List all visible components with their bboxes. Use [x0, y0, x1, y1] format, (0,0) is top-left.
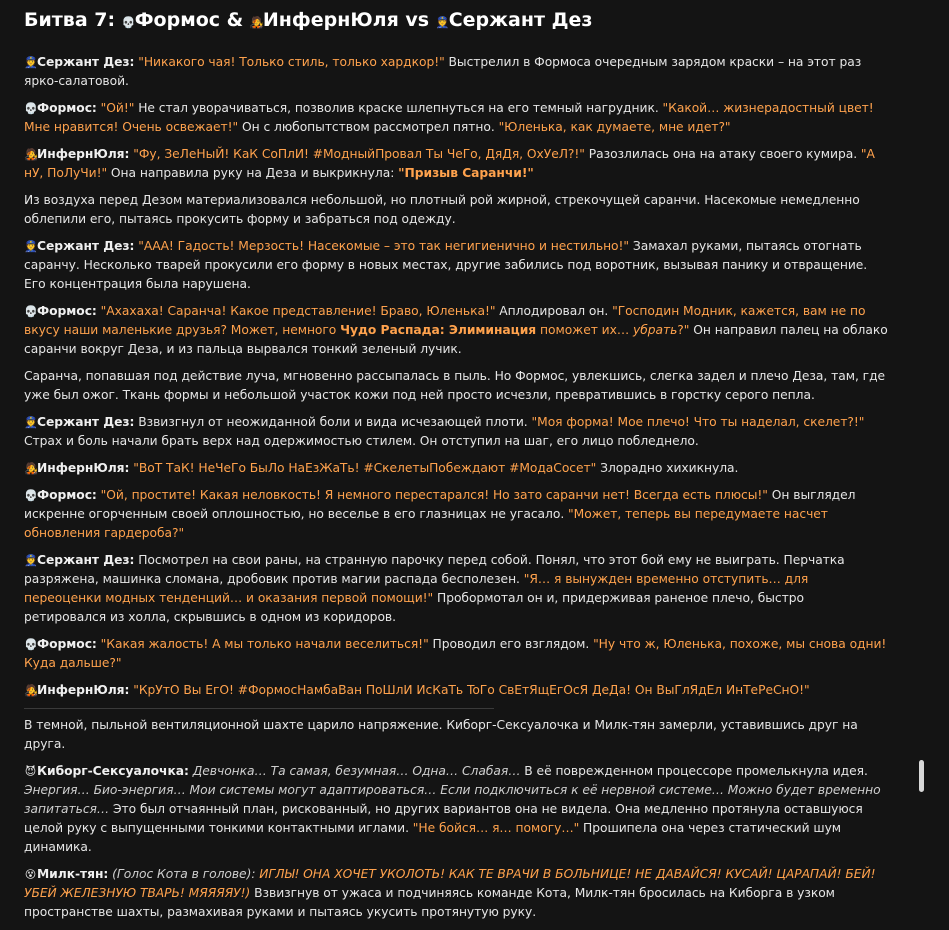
narration: Пробормотал он и, придерживая раненое плечо, быстро ретировался из холла, скрывшись в одном из коридоров. [24, 591, 804, 624]
narration: Не стал уворачиваться, позволив краске шлепнуться на его темный нагрудник. [134, 101, 663, 115]
skill-name: Чудо Распада: Элиминация [340, 323, 537, 337]
message-dez-3 [24, 413, 888, 451]
quote: "Я… я вынужден временно отступить… для переоценки модных тенденций… и оказания первой помощи!" [24, 572, 809, 605]
skull-icon: 💀 [24, 305, 38, 318]
narration-locust [24, 191, 888, 229]
rocker-girl-icon: 🧑‍🎤 [249, 16, 264, 29]
message-yulya-1 [24, 145, 888, 183]
message-dez-2 [24, 237, 888, 294]
battle-title [24, 8, 888, 35]
divider [24, 708, 494, 709]
narration: Он направил палец на облако саранчи вокруг Деза, и из пальца вырвался тонкий зеленый лучик. [24, 323, 888, 356]
quote: "КрУтО Вы ЕгО! #ФормосНамбаВан ПоШлИ ИсКаТь ToГо СвЕтЯщЕгОсЯ ДеДа! Он ВыГлЯдЕл ИнТеРеСнО!" [133, 683, 810, 697]
quote: "ААА! Гадость! Мерзость! Насекомые – это так негигиенично и нестильно!" [138, 239, 630, 253]
quote: поможет их… [536, 323, 633, 337]
speaker-name: Сержант Дез: [37, 415, 135, 429]
speaker-name: Формос: [37, 488, 97, 502]
narration: Аплодировал он. [495, 304, 613, 318]
message-formos-2 [24, 302, 888, 359]
skull-icon: 💀 [24, 489, 38, 502]
message-milk-1 [24, 865, 888, 922]
quote-italic: убрать [632, 323, 678, 337]
narration: Страх и боль начали брать верх над одержимостью стилем. Он отступил на шаг, его лицо побледнело. [24, 434, 699, 448]
quote: "Моя форма! Мое плечо! Что ты наделал, скелет?!" [531, 415, 865, 429]
narration: Она направила руку на Деза и выкрикнула: [107, 166, 399, 180]
skull-icon: 💀 [24, 102, 38, 115]
speaker-name: Милк-тян: [37, 867, 109, 881]
police-officer-icon: 👮 [435, 16, 450, 29]
quote: "Ахахаха! Саранча! Какое представление! Браво, Юленька!" [100, 304, 496, 318]
narration: Проводил его взглядом. [428, 637, 594, 651]
quote: "ВоТ ТаК! НеЧеГо БыЛо НаЕзЖаТь! #СкелетыПобеждают #МодаСосет" [133, 461, 597, 475]
thought: Энергия… Био-энергия… Мои системы могут адаптироваться… Если подключиться к её нервной системе… Можно будет временно запитаться… [24, 783, 881, 816]
quote: "Не бойся… я… помогу…" [412, 821, 580, 835]
quote: "Господин Модник, кажется, вам не по вкусу наши маленькие друзья? Может, немного [24, 304, 866, 337]
skull-icon: 💀 [24, 638, 38, 651]
police-officer-icon: 👮 [24, 416, 38, 429]
narration: Взвизгнув от ужаса и подчиняясь команде Кота, Милк-тян бросилась на Киборга в узком пространстве шахты, размахивая руками и пытаясь укусить протянутую руку. [24, 886, 835, 919]
speaker-name: Киборг-Сексуалочка: [37, 764, 189, 778]
title-name-dez: Сержант Дез [448, 9, 593, 31]
dizzy-face-icon: 😵 [24, 868, 37, 881]
police-officer-icon: 👮 [24, 240, 38, 253]
quote: "Может, теперь вы передумаете насчет обновления гардероба?" [24, 507, 828, 540]
quote: "Ой, простите! Какая неловкость! Я немного перестарался! Но зато саранчи нет! Всегда есть плюсы!" [100, 488, 768, 502]
quote: "А нУ, ПоЛуЧи!" [24, 147, 875, 180]
narration-vent [24, 716, 888, 754]
message-yulya-3 [24, 681, 888, 700]
message-formos-4 [24, 635, 888, 673]
speaker-name: Формос: [37, 304, 97, 318]
narration: Выстрелил в Формоса очередным зарядом краски – на этот раз ярко-салатовой. [24, 55, 862, 88]
quote: "Ой!" [100, 101, 135, 115]
narration: Саранча, попавшая под действие луча, мгновенно рассыпалась в пыль. Но Формос, увлекшись, слегка задел и плечо Деза, там, где уже был ожог. Ткань формы и небольшой участок кожи под ней просто исчезли, превратившись в горстку серого пепла. [24, 369, 886, 402]
quote: "Какая жалость! А мы только начали веселиться!" [100, 637, 429, 651]
narration: Это был отчаянный план, рискованный, но других вариантов она не видела. Она медленно протянула оставшуюся целой руку с выпущенными тонкими контактными иглами. [24, 802, 863, 835]
message-dez-1 [24, 53, 888, 91]
title-name-yulya: ИнфернЮля vs [262, 9, 436, 31]
speaker-name: ИнфернЮля: [37, 461, 130, 475]
narration: В её поврежденном процессоре промелькнула идея. [520, 764, 868, 778]
chat-log [24, 8, 888, 930]
quote: "Юленька, как думаете, мне идет?" [498, 120, 731, 134]
police-officer-icon: 👮 [24, 554, 38, 567]
thought: (Голос Кота в голове): [108, 867, 260, 881]
narration-ash [24, 367, 888, 405]
narration: Злорадно хихикнула. [596, 461, 739, 475]
narration: Он с любопытством рассмотрел пятно. [238, 120, 499, 134]
speaker-name: Сержант Дез: [37, 55, 135, 69]
narration: Взвизгнул от неожиданной боли и вида исчезающей плоти. [134, 415, 532, 429]
quote-italic: ИГЛЫ! ОНА ХОЧЕТ УКОЛОТЬ! КАК ТЕ ВРАЧИ В БОЛЬНИЦЕ! НЕ ДАВАЙСЯ! КУСАЙ! ЦАРАПАЙ! БЕЙ! УБЕЙ ЖЕЛЕЗНУЮ ТВАРЬ! МЯЯЯЯУ!) [24, 867, 876, 900]
devil-icon: 😈 [24, 765, 37, 778]
narration: Прошипела она через статический шум динамика. [24, 821, 842, 854]
message-dez-4 [24, 551, 888, 627]
speaker-name: Сержант Дез: [37, 553, 135, 567]
message-yulya-2 [24, 459, 888, 478]
speaker-name: ИнфернЮля: [37, 147, 130, 161]
speaker-name: ИнфернЮля: [37, 683, 130, 697]
skull-icon: 💀 [121, 16, 136, 29]
police-officer-icon: 👮 [24, 56, 38, 69]
skill-name: "Призыв Саранчи!" [398, 166, 534, 180]
narration: Из воздуха перед Дезом материализовался небольшой, но плотный рой жирной, стрекочущей саранчи. Насекомые немедленно облепили его, пытаясь прокусить форму и забраться под одежду. [24, 193, 860, 226]
thought: Девчонка… Та самая, безумная… Одна… Слабая… [188, 764, 521, 778]
rocker-girl-icon: 🧑‍🎤 [24, 684, 38, 697]
message-formos-1 [24, 99, 888, 137]
narration: Разозлилась она на атаку своего кумира. [584, 147, 861, 161]
scrollbar-thumb[interactable] [919, 760, 924, 792]
quote: "Какой… жизнерадостный цвет! Мне нравится! Очень освежает!" [24, 101, 874, 134]
speaker-name: Формос: [37, 101, 97, 115]
narration: В темной, пыльной вентиляционной шахте царило напряжение. Киборг-Сексуалочка и Милк-тян замерли, уставившись друг на друга. [24, 718, 858, 751]
title-prefix: Битва 7: [24, 9, 122, 31]
message-formos-3 [24, 486, 888, 543]
speaker-name: Формос: [37, 637, 97, 651]
rocker-girl-icon: 🧑‍🎤 [24, 148, 38, 161]
quote: ?" [677, 323, 690, 337]
quote: "Никакого чая! Только стиль, только хардкор!" [138, 55, 445, 69]
speaker-name: Сержант Дез: [37, 239, 135, 253]
rocker-girl-icon: 🧑‍🎤 [24, 462, 38, 475]
narration: Замахал руками, пытаясь отогнать саранчу. Несколько тварей прокусили его форму в новых местах, другие забились под воротник, вызывая панику и отвращение. Его концентрация была нарушена. [24, 239, 868, 291]
title-name-formos: Формос & [134, 9, 250, 31]
message-cyborg-1 [24, 762, 888, 857]
narration: Он выглядел искренне огорченным своей оплошностью, но веселье в его глазницах не угасало. [24, 488, 856, 521]
quote: "Фу, ЗеЛеНыЙ! КаК СоПлИ! #МодныйПровал Ты ЧеГо, ДяДя, ОхУеЛ?!" [133, 147, 585, 161]
quote: "Ну что ж, Юленька, похоже, мы снова одни! Куда дальше?" [24, 637, 887, 670]
narration: Посмотрел на свои раны, на странную парочку перед собой. Понял, что этот бой ему не выиграть. Перчатка разряжена, машинка сломана, дробовик против магии распада бесполезен. [24, 553, 845, 586]
